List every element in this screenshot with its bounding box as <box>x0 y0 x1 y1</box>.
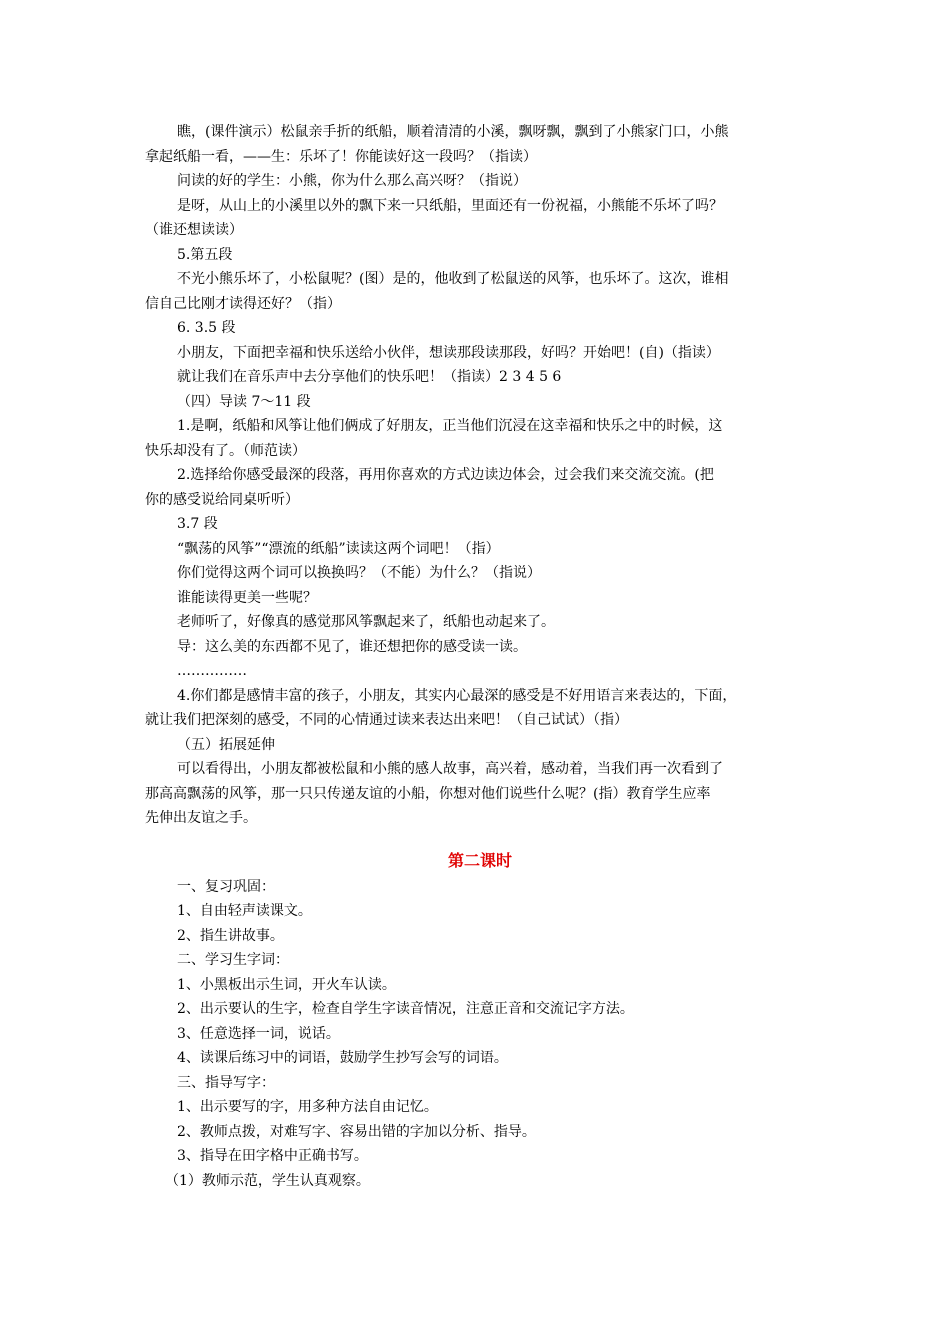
paragraph-line: 问读的好的学生：小熊，你为什么那么高兴呀？（指说） <box>177 173 527 189</box>
paragraph-line: （1）教师示范，学生认真观察。 <box>165 1172 370 1189</box>
paragraph-line: 1.是啊，纸船和风筝让他们俩成了好朋友，正当他们沉浸在这幸福和快乐之中的时候，这 <box>177 418 723 434</box>
paragraph-line: 4、读课后练习中的词语，鼓励学生抄写会写的词语。 <box>177 1050 508 1066</box>
paragraph-line: 不光小熊乐坏了，小松鼠呢？(图）是的，他收到了松鼠送的风筝，也乐坏了。这次，谁相 <box>177 271 729 287</box>
paragraph-line: 4.你们都是感情丰富的孩子，小朋友，其实内心最深的感受是不好用语言来表达的，下面， <box>177 687 737 704</box>
paragraph-line: （谁还想读读） <box>145 222 243 238</box>
paragraph-line: 导：这么美的东西都不见了，谁还想把你的感受读一读。 <box>177 638 527 655</box>
paragraph-line: 2、指生讲故事。 <box>177 927 284 944</box>
paragraph-line: 1、自由轻声读课文。 <box>177 903 312 919</box>
paragraph-line: 2.选择给你感受最深的段落，再用你喜欢的方式边读边体会，过会我们来交流交流。(把 <box>177 467 714 483</box>
paragraph-line: 就让我们在音乐声中去分享他们的快乐吧！（指读）2 3 4 5 6 <box>177 369 562 385</box>
paragraph-line: （四）导读 7～11 段 <box>177 393 311 410</box>
paragraph-line: 信自己比刚才读得还好？（指） <box>145 295 341 312</box>
paragraph-line: 二、学习生字词： <box>177 952 289 968</box>
paragraph-line: （五）拓展延伸 <box>177 736 275 753</box>
paragraph-line: 瞧，(课件演示）松鼠亲手折的纸船，顺着清清的小溪，飘呀飘，飘到了小熊家门口，小熊 <box>177 124 729 140</box>
paragraph-line: 2、教师点拨，对难写字、容易出错的字加以分析、指导。 <box>177 1123 536 1140</box>
paragraph-line: 6. 3.5 段 <box>177 320 236 336</box>
paragraph-line: 可以看得出，小朋友都被松鼠和小熊的感人故事，高兴着，感动着，当我们再一次看到了 <box>177 761 723 777</box>
document-page <box>145 120 815 1193</box>
paragraph-line: 三、指导写字： <box>177 1074 275 1091</box>
paragraph-line: 3、任意选择一词，说话。 <box>177 1025 340 1042</box>
paragraph-line: 5.第五段 <box>177 246 233 263</box>
paragraph-line: 拿起纸船一看，——生：乐坏了！你能读好这一段吗？（指读） <box>145 148 537 165</box>
paragraph-line: 就让我们把深刻的感受，不同的心情通过读来表达出来吧！（自己试试）（指） <box>145 712 628 728</box>
paragraph-line: 你们觉得这两个词可以换换吗？（不能）为什么？（指说） <box>177 565 541 581</box>
paragraph-line: 是呀，从山上的小溪里以外的飘下来一只纸船，里面还有一份祝福，小熊能不乐坏了吗？ <box>177 197 723 214</box>
paragraph-line: 2、出示要认的生字，检查自学生字读音情况，注意正音和交流记字方法。 <box>177 1001 634 1017</box>
paragraph-line: 1、出示要写的字，用多种方法自由记忆。 <box>177 1099 438 1115</box>
paragraph-line: 1、小黑板出示生词，开火车认读。 <box>177 976 396 993</box>
paragraph-line: 你的感受说给同桌听听） <box>145 491 299 508</box>
paragraph-line: 谁能读得更美一些呢？ <box>177 589 317 606</box>
lesson-one-section <box>145 120 815 831</box>
paragraph-line: 快乐却没有了。（师范读） <box>145 442 306 459</box>
paragraph-line: 3.7 段 <box>177 516 218 532</box>
paragraph-line: 先伸出友谊之手。 <box>145 810 257 826</box>
paragraph-line: 一、复习巩固： <box>177 878 275 895</box>
paragraph-line: “飘荡的风筝”“漂流的纸船”读读这两个词吧！（指） <box>177 540 500 557</box>
lesson-title: 第二课时 <box>447 850 512 870</box>
paragraph-line: 老师听了，好像真的感觉那风筝飘起来了，纸船也动起来了。 <box>177 614 555 630</box>
paragraph-line: …………… <box>177 663 247 679</box>
paragraph-line: 那高高飘荡的风筝，那一只只传递友谊的小船，你想对他们说些什么呢？(指）教育学生应率 <box>145 785 711 802</box>
paragraph-line: 小朋友，下面把幸福和快乐送给小伙伴，想读那段读那段，好吗？开始吧！(自)（指读） <box>177 344 720 361</box>
lesson-two-section <box>145 875 815 1194</box>
paragraph-line: 3、指导在田字格中正确书写。 <box>177 1148 368 1164</box>
